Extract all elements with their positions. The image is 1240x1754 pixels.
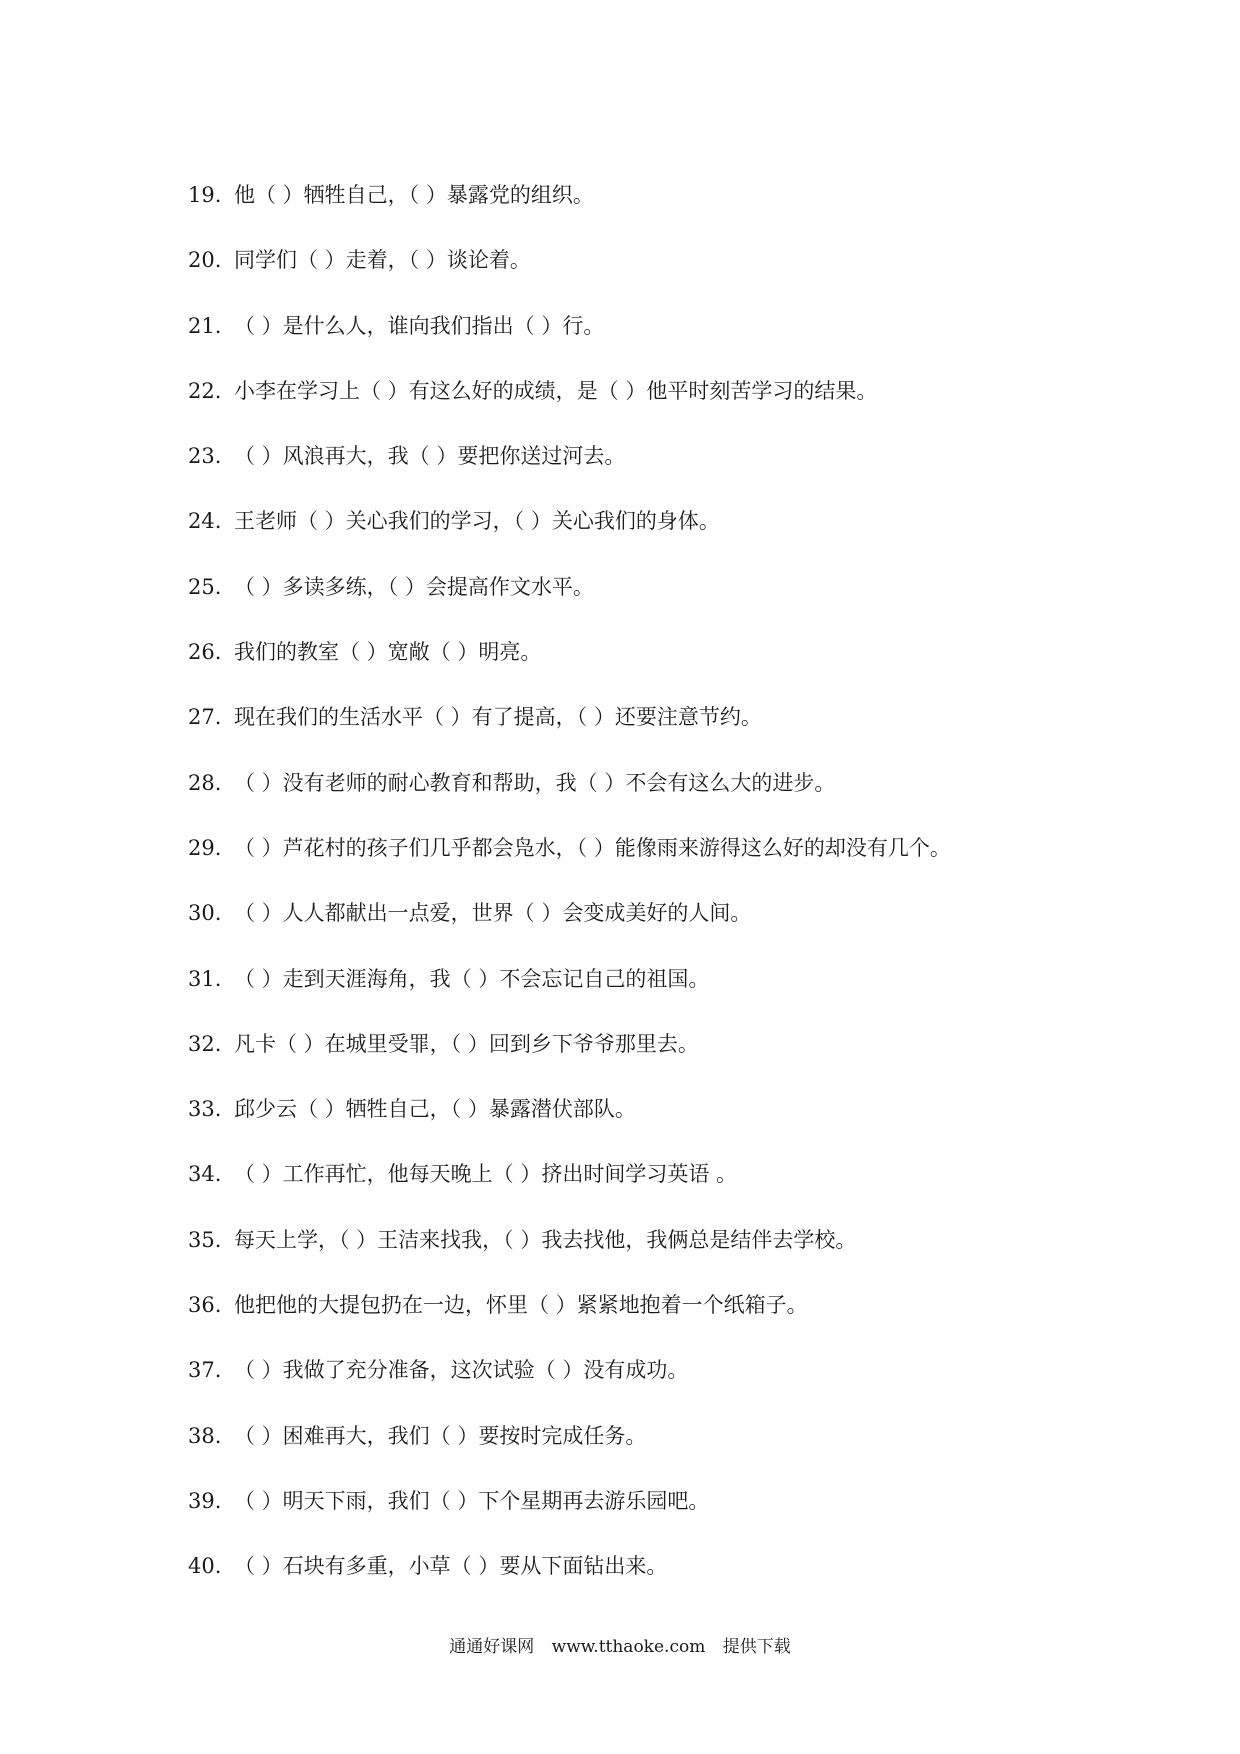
question-item (188, 183, 1188, 248)
question-text: （ ）芦花村的孩子们几乎都会凫水，（ ）能像雨来游得这么好的却没有几个。 (234, 835, 951, 860)
question-number: 29. (188, 835, 222, 860)
page-footer (0, 1636, 1240, 1658)
question-number: 34. (188, 1162, 222, 1187)
question-text: 他把他的大提包扔在一边，怀里（ ）紧紧地抱着一个纸箱子。 (234, 1293, 808, 1318)
question-item (188, 1032, 1188, 1097)
question-text: 小李在学习上（ ）有这么好的成绩，是（ ）他平时刻苦学习的结果。 (234, 378, 878, 403)
question-item (188, 575, 1188, 640)
question-number: 40. (188, 1554, 222, 1579)
question-item (188, 705, 1188, 770)
question-item (188, 901, 1188, 966)
question-item (188, 248, 1188, 313)
question-item (188, 1358, 1188, 1423)
question-item (188, 379, 1188, 444)
question-text: （ ）工作再忙，他每天晚上（ ）挤出时间学习英语 。 (234, 1162, 738, 1187)
question-text: 邱少云（ ）牺牲自己，（ ）暴露潜伏部队。 (234, 1097, 636, 1122)
question-text: （ ）走到天涯海角，我（ ）不会忘记自己的祖国。 (234, 966, 710, 991)
question-item (188, 1097, 1188, 1162)
question-item (188, 1424, 1188, 1489)
question-text: （ ）风浪再大，我（ ）要把你送过河去。 (234, 444, 626, 469)
question-item (188, 509, 1188, 574)
question-number: 27. (188, 705, 222, 730)
question-item (188, 836, 1188, 901)
footer-site-name: 通通好课网 (449, 1637, 535, 1657)
question-number: 22. (188, 378, 222, 403)
question-item (188, 444, 1188, 509)
question-text: 凡卡（ ）在城里受罪，（ ）回到乡下爷爷那里去。 (234, 1031, 699, 1056)
question-item (188, 314, 1188, 379)
question-text: 每天上学，（ ）王洁来找我，（ ）我去找他，我俩总是结伴去学校。 (234, 1227, 857, 1252)
question-text: （ ）石块有多重，小草（ ）要从下面钻出来。 (234, 1554, 668, 1579)
question-text: 我们的教室（ ）宽敞（ ）明亮。 (234, 640, 542, 665)
question-item (188, 1489, 1188, 1554)
question-item (188, 640, 1188, 705)
question-number: 39. (188, 1488, 222, 1513)
question-item (188, 1162, 1188, 1227)
question-number: 19. (188, 183, 222, 207)
question-number: 32. (188, 1031, 222, 1056)
question-text: （ ）明天下雨，我们（ ）下个星期再去游乐园吧。 (234, 1488, 710, 1513)
question-text: （ ）困难再大，我们（ ）要按时完成任务。 (234, 1423, 647, 1448)
question-item (188, 1228, 1188, 1293)
question-number: 26. (188, 640, 222, 665)
footer-suffix: 提供下载 (722, 1637, 791, 1657)
question-number: 28. (188, 770, 222, 795)
question-text: （ ）人人都献出一点爱，世界（ ）会变成美好的人间。 (234, 901, 752, 926)
question-text: （ ）多读多练，（ ）会提高作文水平。 (234, 574, 594, 599)
question-item (188, 771, 1188, 836)
question-text: 同学们（ ）走着，（ ）谈论着。 (234, 248, 531, 273)
question-text: （ ）没有老师的耐心教育和帮助，我（ ）不会有这么大的进步。 (234, 770, 836, 795)
question-text: 现在我们的生活水平（ ）有了提高，（ ）还要注意节约。 (234, 705, 762, 730)
question-text: 王老师（ ）关心我们的学习，（ ）关心我们的身体。 (234, 509, 720, 534)
footer-url[interactable]: www.tthaoke.com (551, 1637, 706, 1657)
question-number: 33. (188, 1097, 222, 1122)
question-text: （ ）是什么人，谁向我们指出（ ）行。 (234, 313, 605, 338)
question-number: 36. (188, 1293, 222, 1318)
question-number: 38. (188, 1423, 222, 1448)
question-number: 35. (188, 1227, 222, 1252)
question-item (188, 1554, 1188, 1619)
question-number: 21. (188, 313, 222, 338)
question-list (188, 183, 1188, 1620)
question-text: （ ）我做了充分准备，这次试验（ ）没有成功。 (234, 1358, 689, 1383)
question-text: 他（ ）牺牲自己，（ ）暴露党的组织。 (234, 183, 594, 207)
question-number: 20. (188, 248, 222, 273)
question-item (188, 967, 1188, 1032)
question-number: 24. (188, 509, 222, 534)
question-number: 31. (188, 966, 222, 991)
question-number: 25. (188, 574, 222, 599)
question-number: 30. (188, 901, 222, 926)
question-number: 23. (188, 444, 222, 469)
question-item (188, 1293, 1188, 1358)
question-number: 37. (188, 1358, 222, 1383)
